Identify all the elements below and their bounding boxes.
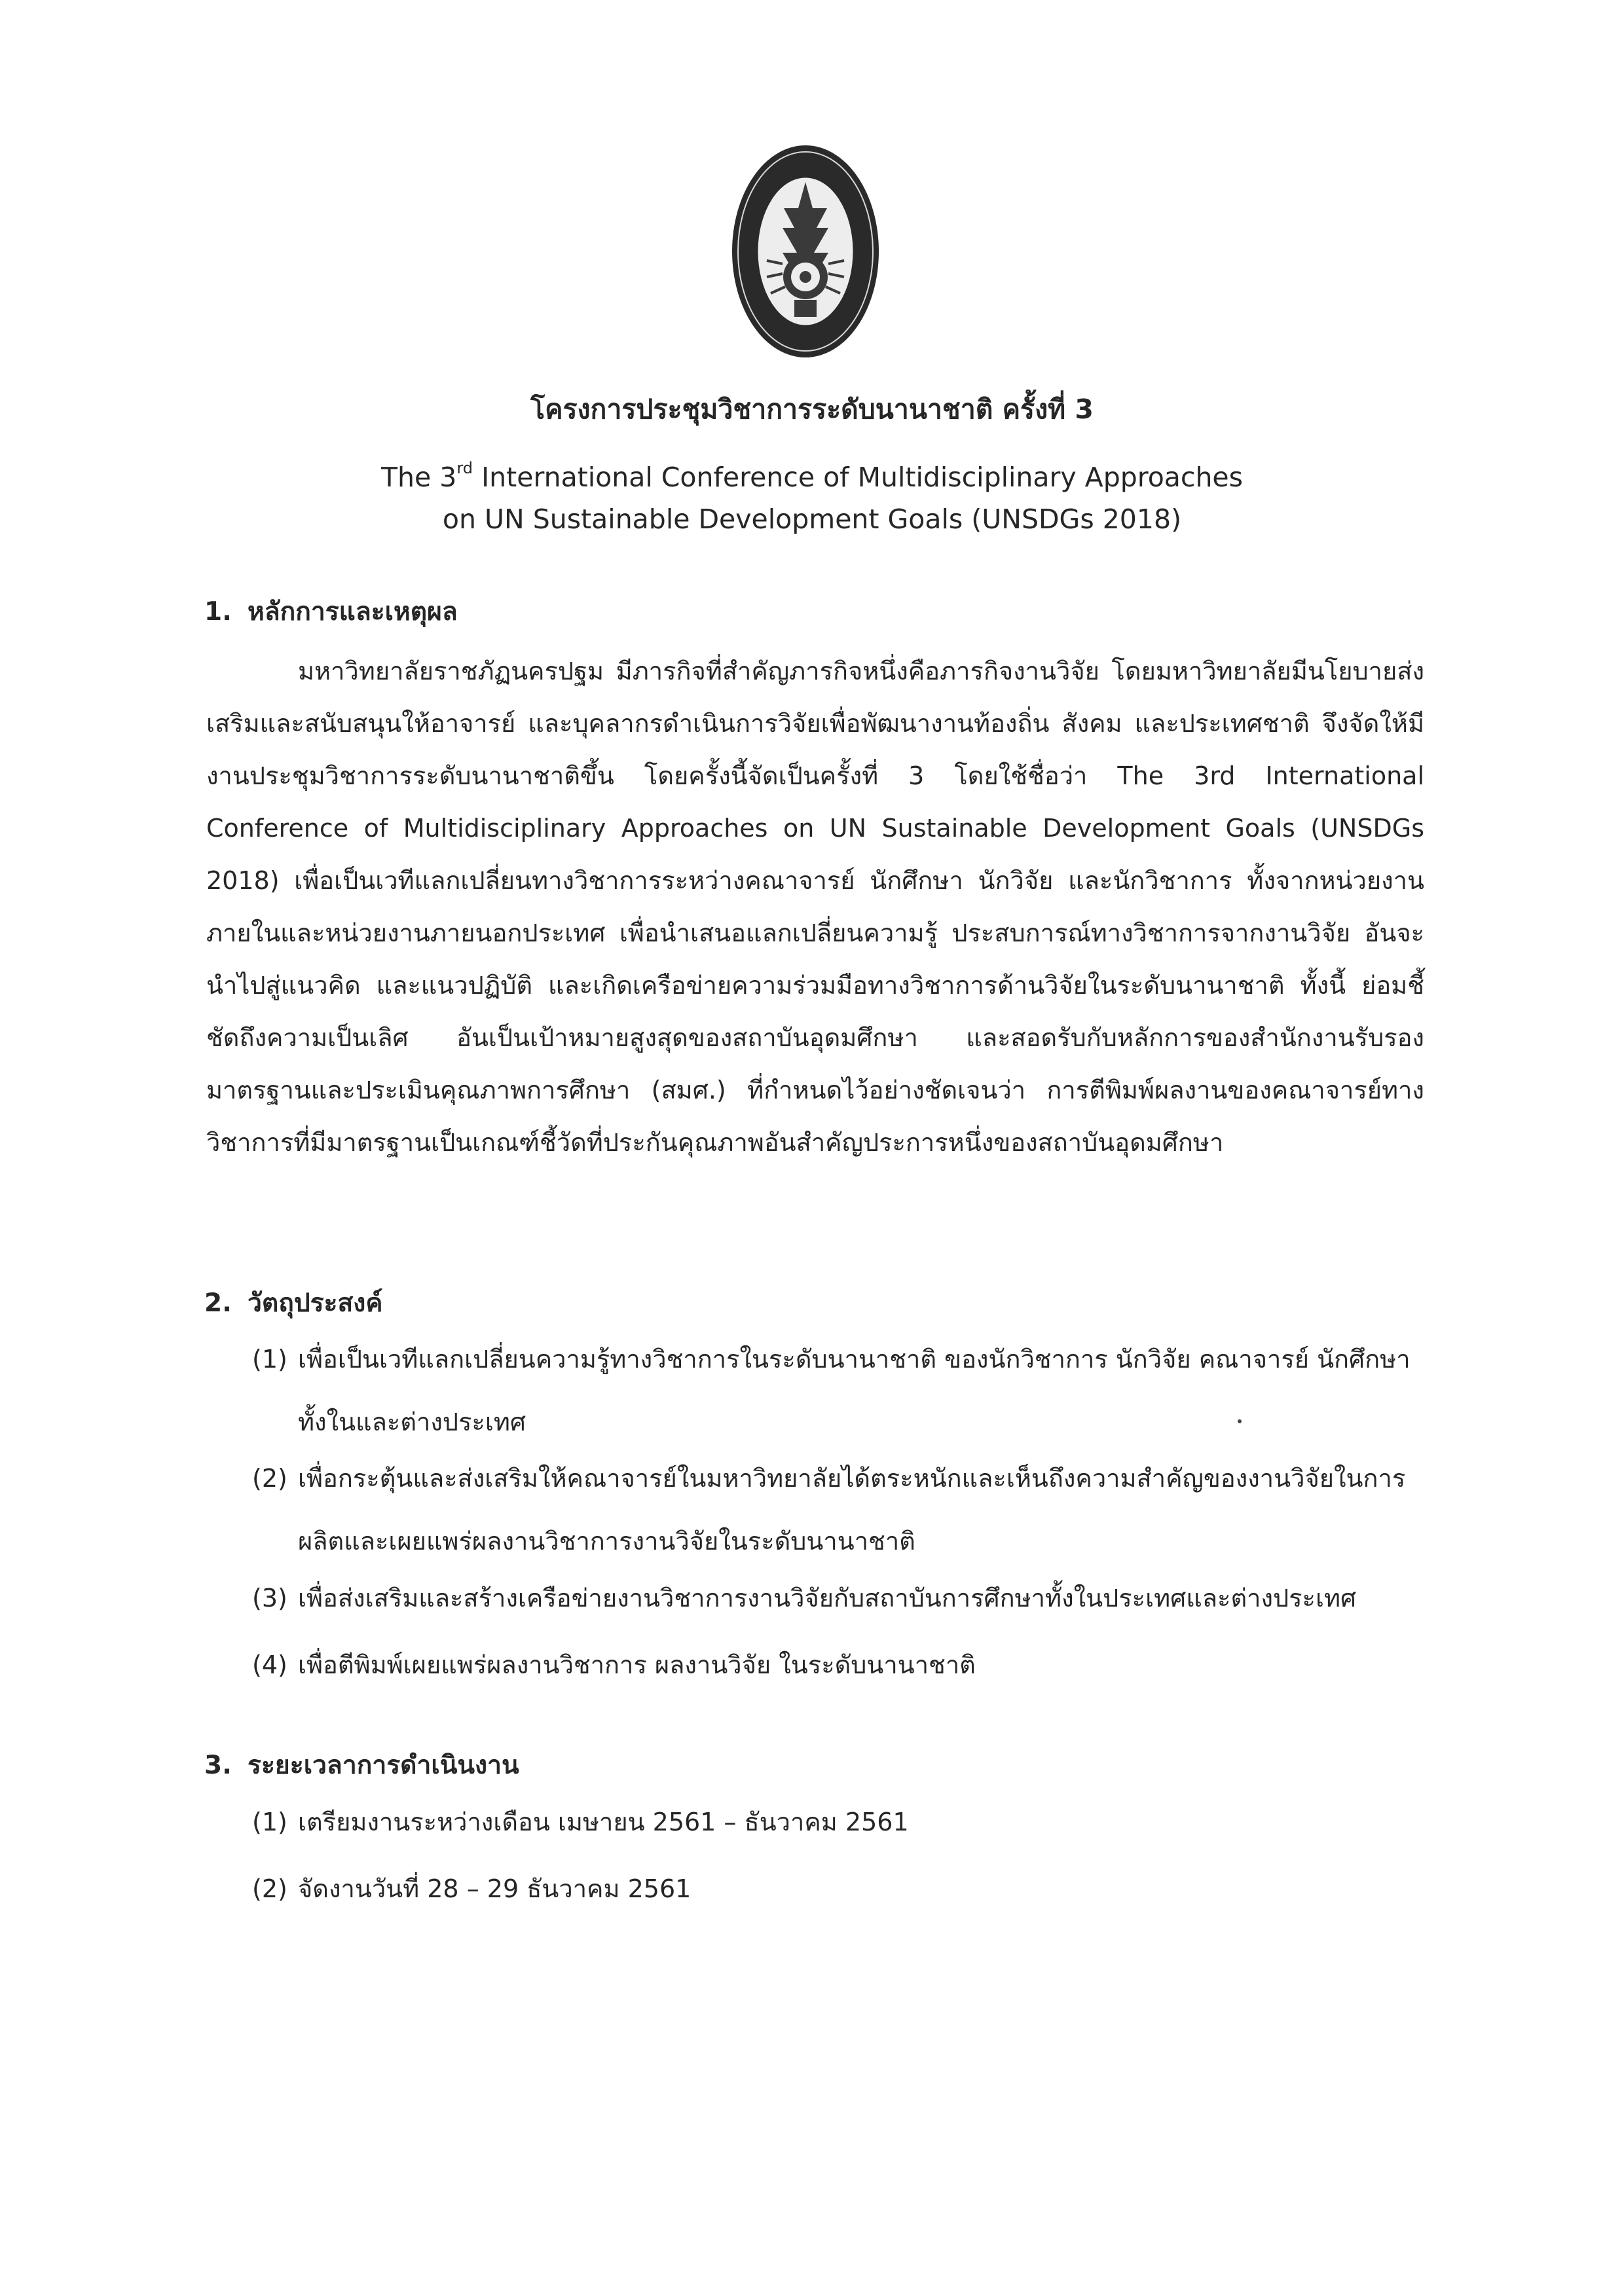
- title-suffix: International Conference of Multidisciplinary Approaches: [473, 462, 1244, 493]
- list-item: [252, 1447, 1424, 1573]
- item-text: เพื่อเป็นเวทีแลกเปลี่ยนความรู้ทางวิชาการในระดับนานาชาติ ของนักวิชาการ นักวิจัย คณาจารย์ นักศึกษา ทั้งในและต่างประเทศ: [298, 1345, 1411, 1436]
- scan-speck: [1238, 1419, 1242, 1423]
- item-text: เพื่อตีพิมพ์เผยแพร่ผลงานวิชาการ ผลงานวิจัย ในระดับนานาชาติ: [298, 1650, 976, 1679]
- section-title: หลักการและเหตุผล: [248, 597, 458, 627]
- section-title: ระยะเวลาการดำเนินงาน: [248, 1751, 519, 1780]
- university-seal-logo: [730, 143, 881, 360]
- section-title: วัตถุประสงค์: [248, 1288, 383, 1318]
- list-item: [252, 1582, 1424, 1614]
- title-ordinal-suffix: rd: [456, 459, 473, 477]
- conference-title-english: [0, 452, 1624, 494]
- item-text: เพื่อกระตุ้นและส่งเสริมให้คณาจารย์ในมหาวิทยาลัยได้ตระหนักและเห็นถึงความสำคัญของงานวิจัยในการผลิตและเผยแพร่ผลงานวิชาการงานวิจัยในระดับนานาชาติ: [298, 1464, 1406, 1556]
- item-number: (1): [252, 1345, 287, 1374]
- item-text: จัดงานวันที่ 28 – 29 ธันวาคม 2561: [298, 1874, 692, 1903]
- title-prefix: The 3: [380, 462, 457, 493]
- item-number: (1): [252, 1808, 287, 1836]
- item-number: (2): [252, 1464, 287, 1493]
- objectives-list: [252, 1343, 1424, 1715]
- item-number: (4): [252, 1650, 287, 1679]
- list-item: [252, 1649, 1424, 1681]
- list-item: [252, 1328, 1424, 1453]
- item-text: เตรียมงานระหว่างเดือน เมษายน 2561 – ธันวาคม 2561: [298, 1808, 909, 1836]
- conference-subtitle: on UN Sustainable Development Goals (UNSDGs 2018): [442, 503, 1182, 535]
- section-number: 3.: [204, 1751, 232, 1780]
- item-text: เพื่อส่งเสริมและสร้างเครือข่ายงานวิชาการงานวิจัยกับสถาบันการศึกษาทั้งในประเทศและต่างประเทศ: [298, 1584, 1357, 1613]
- duration-list: [252, 1806, 1424, 1939]
- item-number: (3): [252, 1584, 287, 1613]
- rationale-paragraph: มหาวิทยาลัยราชภัฏนครปฐม มีภารกิจที่สำคัญภารกิจหนึ่งคือภารกิจงานวิจัย โดยมหาวิทยาลัยมีนโยบายส่งเสริมและสนับสนุนให้อาจารย์ และบุคลากรดำเนินการวิจัยเพื่อพัฒนางานท้องถิ่น สังคม และประเทศชาติ จึงจัดให้มีงานประชุมวิชาการระดับนานาชาติขึ้น โดยครั้งนี้จัดเป็นครั้งที่ 3 โดยใช้ชื่อว่า The 3rd International Conference of Multidisciplinary Approaches on UN Sustainable Development Goals (UNSDGs 2018) เพื่อเป็นเวทีแลกเปลี่ยนทางวิชาการระหว่างคณาจารย์ นักศึกษา นักวิจัย และนักวิชาการ ทั้งจากหน่วยงานภายในและหน่วยงานภายนอกประเทศ เพื่อนำเสนอแลกเปลี่ยนความรู้ ประสบการณ์ทางวิชาการจากงานวิจัย อันจะนำไปสู่แนวคิด และแนวปฏิบัติ และเกิดเครือข่ายความร่วมมือทางวิชาการด้านวิจัยในระดับนานาชาติ ทั้งนี้ ย่อมชี้ชัดถึงความเป็นเลิศ อันเป็นเป้าหมายสูงสุดของสถาบันอุดมศึกษา และสอดรับกับหลักการของสำนักงานรับรองมาตรฐานและประเมินคุณภาพการศึกษา (สมศ.) ที่กำหนดไว้อย่างชัดเจนว่า การตีพิมพ์ผลงานของคณาจารย์ทางวิชาการที่มีมาตรฐานเป็นเกณฑ์ชี้วัดที่ประกันคุณภาพอันสำคัญประการหนึ่งของสถาบันอุดมศึกษา: [206, 657, 1424, 1157]
- section-heading-duration: [204, 1749, 519, 1782]
- conference-title-thai: โครงการประชุมวิชาการระดับนานาชาติ ครั้งที่ 3: [530, 393, 1094, 425]
- section-number: 2.: [204, 1288, 232, 1318]
- section-heading-objectives: [204, 1287, 382, 1320]
- section-heading-rationale: [204, 596, 458, 629]
- item-number: (2): [252, 1874, 287, 1903]
- list-item: [252, 1872, 1424, 1905]
- section-number: 1.: [204, 597, 232, 627]
- list-item: [252, 1806, 1424, 1838]
